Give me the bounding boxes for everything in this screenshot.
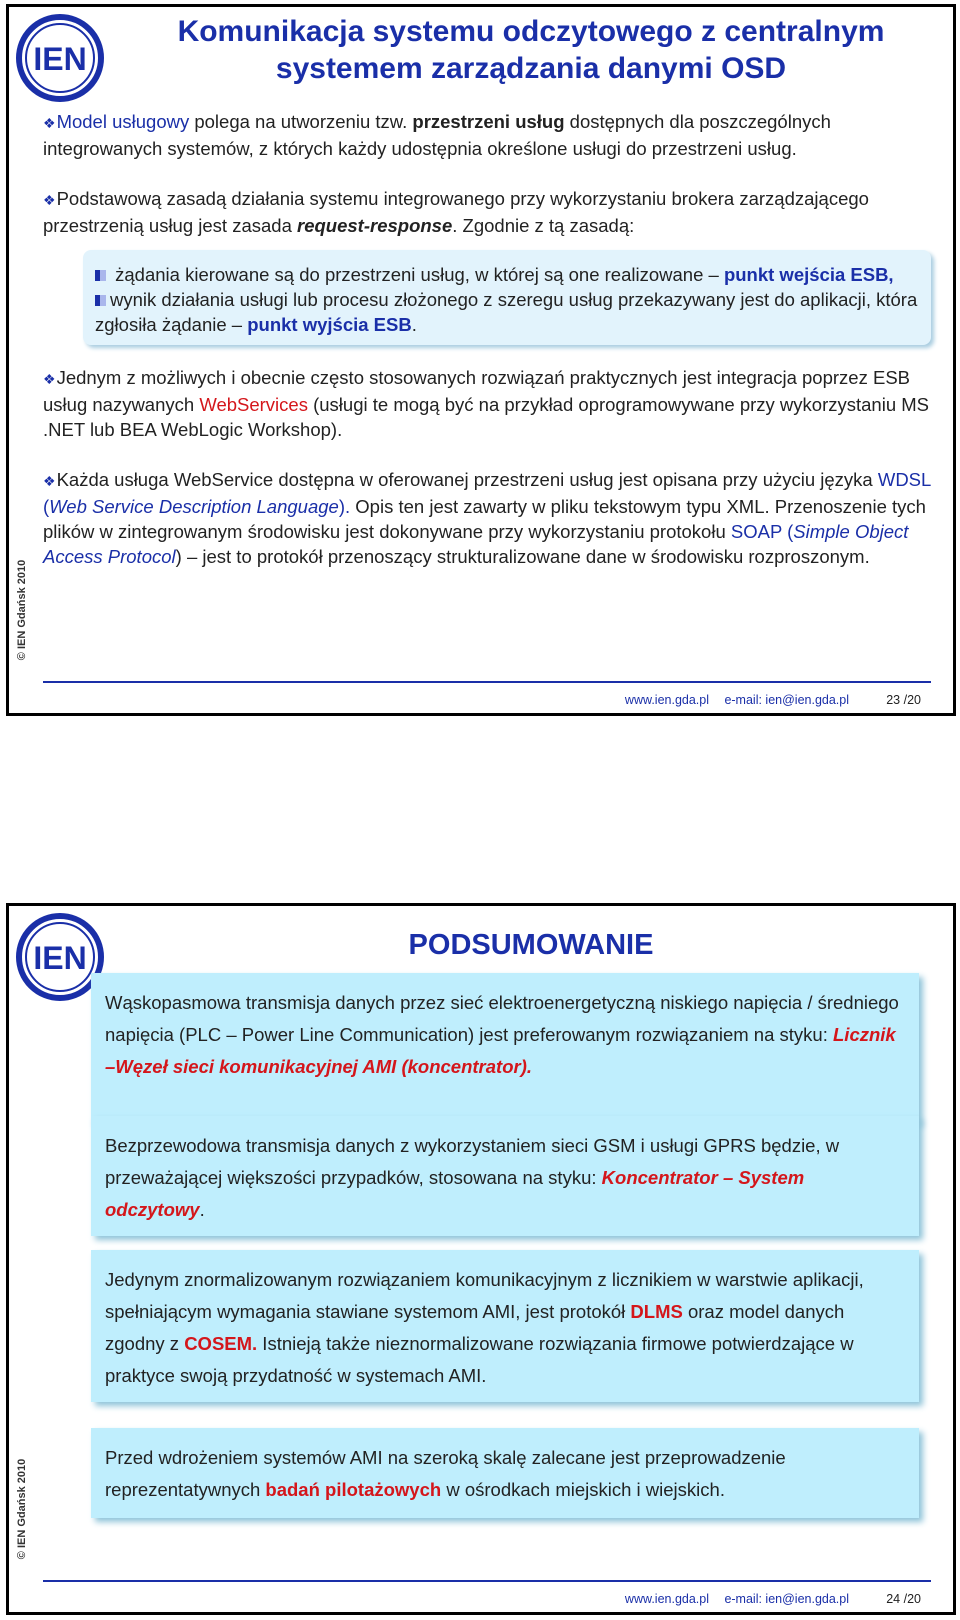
square-bullet-icon — [95, 270, 106, 281]
copyright-vertical: © IEN Gdańsk 2010 — [16, 559, 28, 661]
diamond-bullet-icon: ❖ — [43, 473, 56, 489]
paragraph-wdsl-soap: ❖Każda usługa WebService dostępna w oferowanej przestrzeni usług jest opisana przy użyciu języka WDSL (Web Service Description Language). Opis ten jest zawarty w pliku tekstowym typu XML. Przenoszenie tych plików w zintegrowanym środowisku jest dokonywane przy wykorzystaniu protokołu SOAP (Simple Object Access Protocol) – jest to protokół przenoszący strukturalizowane dane w środowisku rozproszonym. — [43, 469, 931, 567]
summary-box-gsm: Bezprzewodowa transmisja danych z wykorzystaniem sieci GSM i usługi GPRS będzie, w przeważającej większości przypadków, stosowana na styku: Koncentrator – System odczytowy. — [91, 1116, 919, 1236]
summary-box-dlms: Jedynym znormalizowanym rozwiązaniem komunikacyjnym z licznikiem w warstwie aplikacji, spełniającym wymagania stawiane systemom AMI, jest protokół DLMS oraz model danych zgodny z COSEM. Istnieją także nieznormalizowane rozwiązania firmowe potwierdzające w praktyce swoją przydatność w systemach AMI. — [91, 1250, 919, 1402]
diamond-bullet-icon: ❖ — [43, 371, 56, 387]
page-number: 23 /20 — [886, 693, 921, 707]
footer-website-link[interactable]: www.ien.gda.pl — [624, 693, 709, 707]
diamond-bullet-icon: ❖ — [43, 192, 56, 208]
slide-body — [43, 109, 935, 594]
esb-item-exit: wynik działania usługi lub procesu złożonego z szeregu usług przekazywany jest do aplikacji, która zgłosiła żądanie – punkt wyjścia ESB. — [95, 289, 918, 335]
svg-text:IEN: IEN — [33, 41, 87, 77]
title-line-1: Komunikacja systemu odczytowego z centralnym — [177, 15, 885, 48]
square-bullet-icon — [95, 295, 106, 306]
paragraph-request-response: ❖Podstawową zasadą działania systemu integrowanego przy wykorzystaniu brokera zarządzającego przestrzenią usług jest zasada request-response. Zgodnie z tą zasadą: — [43, 188, 869, 236]
footer-divider — [43, 1580, 931, 1582]
slide-title — [119, 13, 943, 87]
slide-title: PODSUMOWANIE — [408, 929, 654, 961]
paragraph-webservices: ❖Jednym z możliwych i obecnie często stosowanych rozwiązań praktycznych jest integracja poprzez ESB usług nazywanych WebServices (usługi te mogą być na przykład oprogramowywane przy wykorzystaniu MS .NET lub BEA WebLogic Workshop). — [43, 367, 930, 440]
slide-23 — [6, 4, 956, 716]
title-line-2: systemem zarządzania danymi OSD — [275, 52, 787, 85]
paragraph-model-uslugowy: ❖Model usługowy polega na utworzeniu tzw. przestrzeni usług dostępnych dla poszczególnych integrowanych systemów, z których każdy udostępnia określone usługi do przestrzeni usług. — [43, 111, 831, 159]
summary-box-pilot: Przed wdrożeniem systemów AMI na szeroką skalę zalecane jest przeprowadzenie reprezentatywnych badań pilotażowych w ośrodkach miejskich i wiejskich. — [91, 1428, 919, 1518]
footer-website-link[interactable]: www.ien.gda.pl — [624, 1592, 709, 1606]
page-number: 24 /20 — [886, 1592, 921, 1606]
diamond-bullet-icon: ❖ — [43, 115, 56, 131]
esb-points-box — [83, 250, 931, 345]
slide-24 — [6, 903, 956, 1615]
copyright-vertical: © IEN Gdańsk 2010 — [16, 1458, 28, 1560]
footer-email-link[interactable]: e-mail: ien@ien.gda.pl — [724, 693, 849, 707]
summary-box-plc: Wąskopasmowa transmisja danych przez sieć elektroenergetyczną niskiego napięcia / średniego napięcia (PLC – Power Line Communication) jest preferowanym rozwiązaniem na styku: Licznik –Węzeł sieci komunikacyjnej AMI (koncentrator). — [91, 973, 919, 1123]
svg-text:IEN: IEN — [33, 940, 87, 976]
footer-divider — [43, 681, 931, 683]
footer-email-link[interactable]: e-mail: ien@ien.gda.pl — [724, 1592, 849, 1606]
ien-logo — [15, 13, 105, 103]
esb-item-entry: żądania kierowane są do przestrzeni usług, w której są one realizowane – punkt wejścia ESB, — [95, 262, 919, 287]
